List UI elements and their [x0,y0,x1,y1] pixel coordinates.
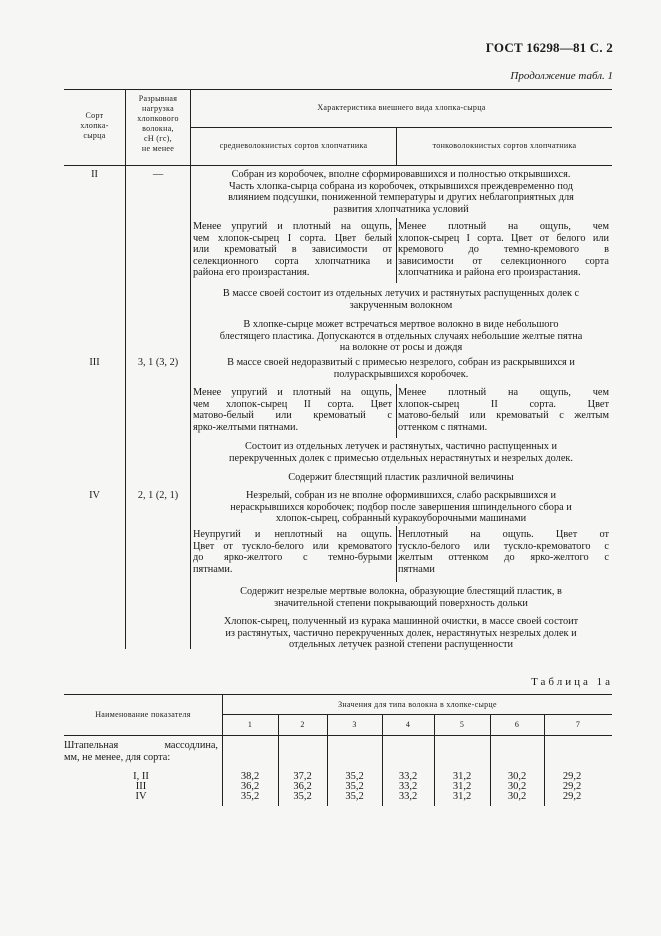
grade-3-medium-fiber: Менее упругий и плотный на ощупь, чем хлопок-сырец II сорта. Цвет матово-белый или кремоватый с ярко-желтыми пятнами. [193,387,392,433]
grade-4-load: 2, 1 (2, 1) [137,490,179,501]
type-6-values: 30,2 30,2 30,2 [507,771,527,802]
table-continuation-note: Продолжение табл. 1 [510,70,613,82]
grade-3-common-1: В массе своей недоразвитый с примесью незрелого, собран из раскрывшихся и полураскрывшихся коробочек. [227,357,575,380]
grade-4-common-3: Хлопок-сырец, полученный из курака машинной очистки, в массе своей состоит из растянутых, частично перекрученных долек, нерастянутых незрелых долек и отдельных летучек разной степени распущенности [223,616,579,651]
grade-4-common-1: Незрелый, собран из не вполне оформившихся, слабо раскрывшихся и нераскрывшихся коробочек; подбор после завершения шпиндельного сбора и хлопок-сырец, собранный куракоуборочными машинами [230,490,572,525]
grade-2-common-3: В хлопке-сырце может встречаться мертвое волокно в виде небольшого блестящего пластика. Допускаются в отдельных случаях небольшие желтые пятна на волокне от росы и дождя [219,319,583,354]
grade-2-fine-fiber: Менее плотный на ощупь, чем хлопок-сырец I сорта. Цвет от белого или кремового до темно-кремового в зависимости от селекционного сорта хлопчатника и района его произрастания. [398,221,609,279]
type-3-values: 35,2 35,2 35,2 [345,771,364,802]
type-1-values: 38,2 36,2 35,2 [240,771,260,802]
grade-4-medium-fiber: Неупругий и неплотный на ощупь. Цвет от тускло-белого или кремоватого до ярко-желтого с темно-бурыми пятнами. [193,529,392,575]
grade-2-medium-fiber: Менее упругий и плотный на ощупь, чем хлопок-сырец I сорта. Цвет белый или кремоватый в зависимости от селекционного сорта хлопчатника и района его произрастания. [193,221,392,279]
standard-code: ГОСТ 16298—81 С. 2 [485,40,613,55]
type-2-values: 37,2 36,2 35,2 [293,771,312,802]
type-7-header: 7 [575,720,581,729]
type-2-header: 2 [300,720,305,729]
header-breaking-load: Разрывная нагрузка хлопкового волокна, сН (гс), не менее [137,94,179,153]
grade-3-label: III [89,357,100,368]
grade-3-common-2: Состоит из отдельных летучек и растянутых, частично распущенных и перекрученных долек с примесью отдельных нерастянутых и незрелых долек. [229,441,573,464]
type-1-header: 1 [247,720,253,729]
grade-2-common-2: В массе своей состоит из отдельных летучих и растянутых распущенных долек с закрученным волокном [222,288,580,311]
header-fine-fiber: тонковолокнистых сортов хлопчатника [432,141,577,150]
type-6-header: 6 [514,720,520,729]
grade-4-fine-fiber: Неплотный на ощупь. Цвет от тускло-белого или тускло-кремоватого с желтым оттенком до ярко-желтого с пятнами [398,529,609,575]
header-medium-fiber: средневолокнистых сортов хлопчатника [219,141,368,150]
header-values-by-type: Значения для типа волокна в хлопке-сырце [338,700,497,709]
header-grade: Сорт хлопка- сырца [80,111,109,140]
grade-2-common-1: Собран из коробочек, вполне сформировавшихся и полностью открывшихся. Часть хлопка-сырца собрана из коробочек, открывшихся преждевременно под влиянием подсушки, пониженной температуры и других неблагоприятных для развития хлопчатника условий [228,169,574,215]
table-1a-title: Таблица 1а [531,676,613,688]
header-indicator-name: Наименование показателя [95,710,191,719]
header-characteristic: Характеристика внешнего вида хлопка-сырца [317,103,486,112]
grade-4-common-2: Содержит незрелые мертвые волокна, образующие блестящий пластик, в значительной степени покрывающий поверхность дольки [240,586,562,609]
indicator-staple-length: Штапельная массодлина, мм, не менее, для сорта: [64,740,218,763]
grade-4-label: IV [89,490,100,501]
type-7-values: 29,2 29,2 29,2 [562,771,582,802]
type-3-header: 3 [352,720,357,729]
grade-2-load: — [152,169,164,180]
grade-3-load: 3, 1 (3, 2) [137,357,179,368]
grade-3-common-3: Содержит блестящий пластик различной величины [288,472,514,483]
type-4-header: 4 [405,720,411,729]
grade-3-fine-fiber: Менее плотный на ощупь, чем хлопок-сырец II сорта. Цвет матово-белый или кремоватый с желтым оттенком с пятнами. [398,387,609,433]
grade-label-column: I, II III IV [133,771,149,802]
type-5-values: 31,2 31,2 31,2 [452,771,472,802]
grade-2-label: II [91,169,98,180]
type-4-values: 33,2 33,2 33,2 [398,771,418,802]
type-5-header: 5 [459,720,465,729]
